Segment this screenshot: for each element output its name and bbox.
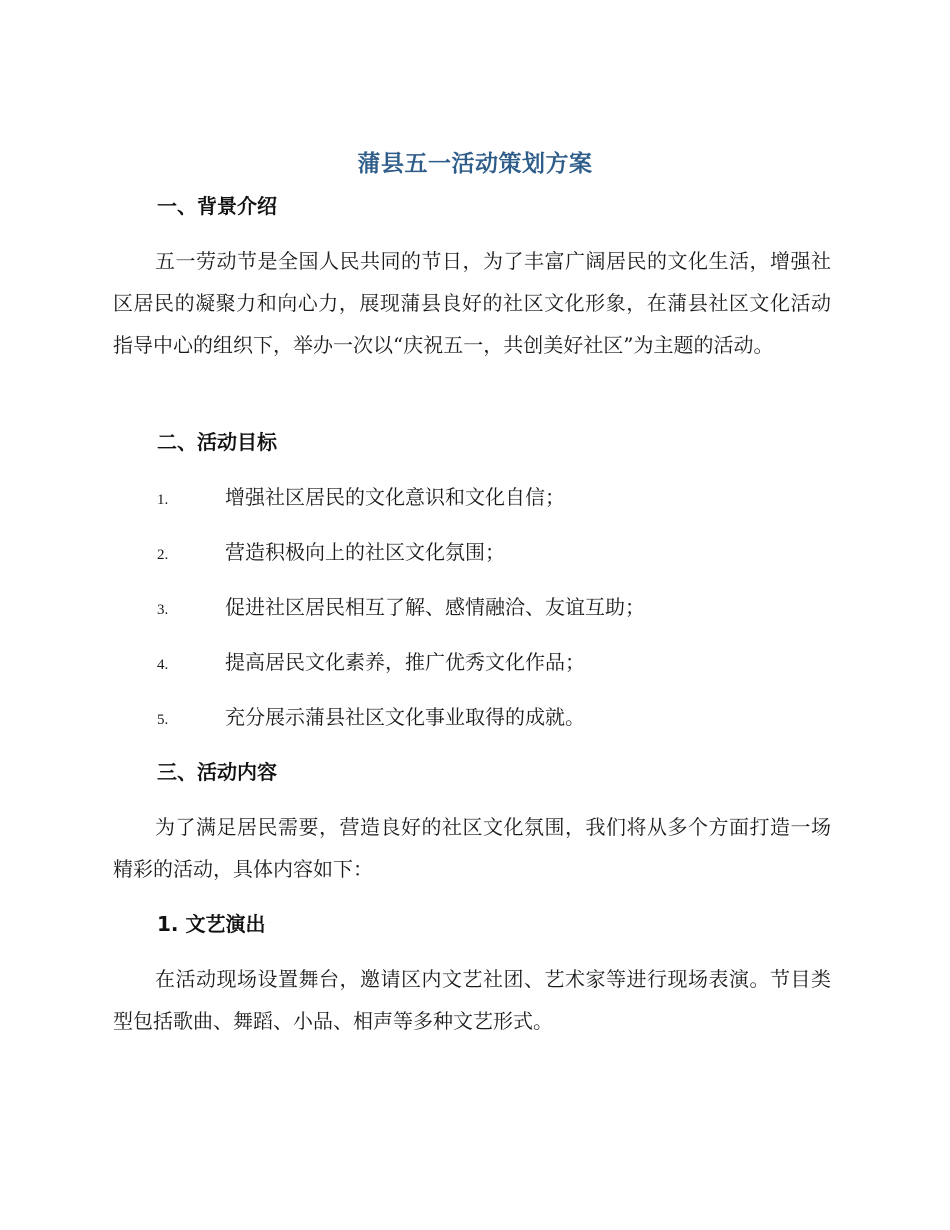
- subsection-heading-performance: 1. 文艺演出: [157, 912, 266, 936]
- list-item-text: 营造积极向上的社区文化氛围；: [225, 540, 505, 564]
- list-item: [157, 702, 585, 732]
- list-item-number: 2.: [157, 547, 169, 563]
- list-item-number: 4.: [157, 657, 169, 673]
- list-item: [157, 537, 505, 567]
- list-item-text: 促进社区居民相互了解、感情融洽、友谊互助；: [225, 595, 645, 619]
- document-title: 蒲县五一活动策划方案: [357, 151, 593, 177]
- list-item-text: 充分展示蒲县社区文化事业取得的成就。: [225, 705, 585, 729]
- list-item-text: 增强社区居民的文化意识和文化自信；: [225, 485, 565, 509]
- list-item-text: 提高居民文化素养，推广优秀文化作品；: [225, 650, 585, 674]
- list-item-number: 3.: [157, 602, 169, 618]
- list-item: [157, 482, 565, 512]
- section-heading-goals: 二、活动目标: [157, 430, 277, 454]
- list-item-number: 5.: [157, 712, 169, 728]
- section-heading-content: 三、活动内容: [157, 760, 277, 784]
- performance-paragraph: 在活动现场设置舞台，邀请区内文艺社团、艺术家等进行现场表演。节目类型包括歌曲、舞蹈、小品、相声等多种文艺形式。: [113, 967, 831, 1033]
- list-item: [157, 647, 585, 677]
- list-item: [157, 592, 645, 622]
- background-paragraph: 五一劳动节是全国人民共同的节日，为了丰富广阔居民的文化生活，增强社区居民的凝聚力和向心力，展现蒲县良好的社区文化形象，在蒲县社区文化活动指导中心的组织下，举办一次以“庆祝五一，共创美好社区”为主题的活动。: [113, 249, 831, 357]
- section-heading-background: 一、背景介绍: [157, 194, 277, 218]
- list-item-number: 1.: [157, 492, 169, 508]
- content-paragraph: 为了满足居民需要，营造良好的社区文化氛围，我们将从多个方面打造一场精彩的活动，具体内容如下：: [113, 815, 831, 881]
